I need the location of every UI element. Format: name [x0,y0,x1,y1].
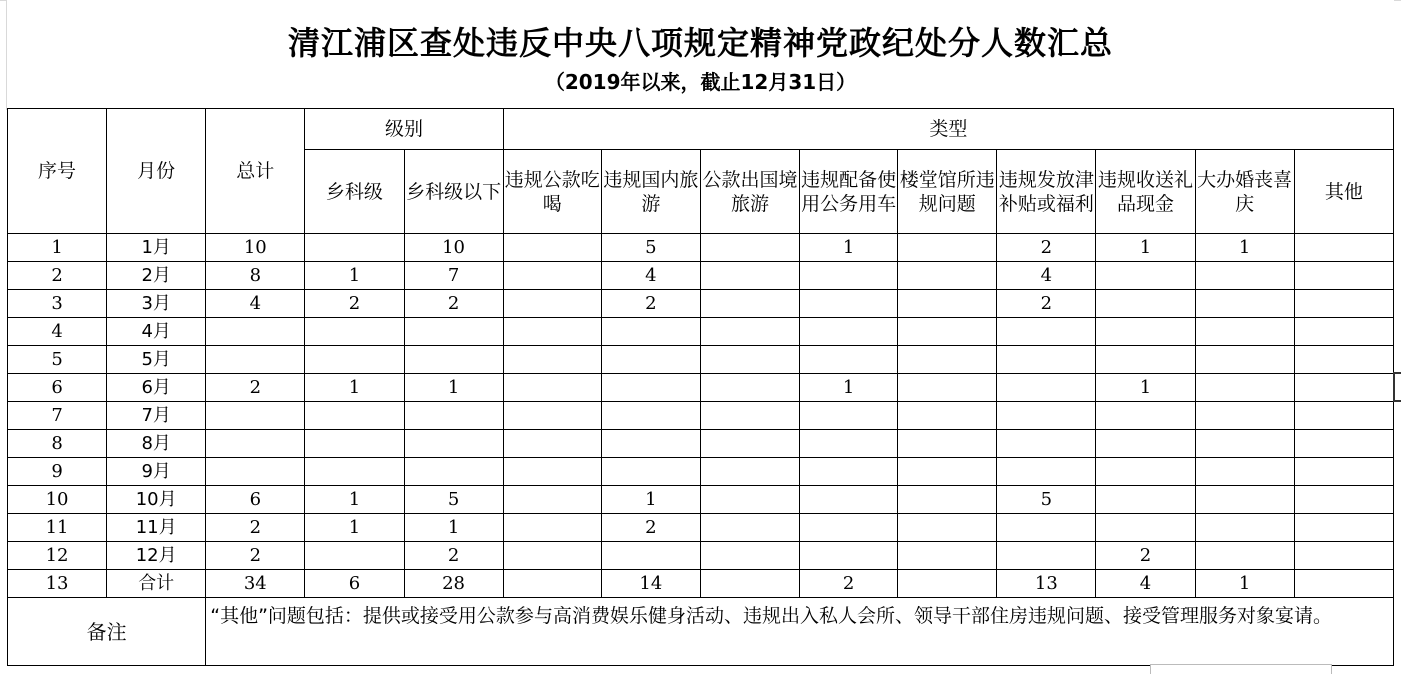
cell-seq[interactable]: 13 [8,570,107,598]
cell-value[interactable] [503,262,601,290]
cell-value[interactable] [503,458,601,486]
cell-month[interactable]: 1月 [107,234,206,262]
cell-value[interactable] [1294,458,1393,486]
cell-value[interactable] [305,458,404,486]
cell-value[interactable] [305,542,404,570]
cell-value[interactable]: 1 [305,486,404,514]
cell-seq[interactable]: 6 [8,374,107,402]
cell-value[interactable] [503,318,601,346]
header-col-public-dining[interactable]: 违规公款吃喝 [503,150,601,234]
cell-value[interactable]: 1 [1195,234,1294,262]
cell-total[interactable]: 2 [206,542,305,570]
cell-value[interactable] [898,234,997,262]
cell-value[interactable] [898,402,997,430]
cell-seq[interactable]: 2 [8,262,107,290]
header-col-official-vehicle[interactable]: 违规配备使用公务用车 [800,150,898,234]
cell-value[interactable] [700,374,799,402]
cell-total[interactable]: 2 [206,374,305,402]
table-row [8,346,1394,374]
cell-total[interactable]: 34 [206,570,305,598]
cell-total[interactable] [206,458,305,486]
cell-total[interactable] [206,318,305,346]
cell-value[interactable] [700,318,799,346]
cell-value[interactable] [700,262,799,290]
summary-table [7,108,1394,666]
cell-value[interactable] [503,374,601,402]
cell-value[interactable] [898,318,997,346]
header-col-other[interactable]: 其他 [1294,150,1393,234]
cell-value[interactable] [1096,486,1195,514]
cell-month[interactable]: 6月 [107,374,206,402]
cell-seq[interactable]: 1 [8,234,107,262]
cell-value[interactable] [800,346,898,374]
cell-value[interactable] [1294,542,1393,570]
cell-month[interactable]: 4月 [107,318,206,346]
cell-value[interactable] [700,430,799,458]
cell-value[interactable] [1294,570,1393,598]
cell-value[interactable] [800,430,898,458]
cell-value[interactable]: 2 [404,290,503,318]
cell-value[interactable] [601,318,700,346]
cell-value[interactable] [404,458,503,486]
cell-value[interactable]: 28 [404,570,503,598]
cell-value[interactable] [1294,346,1393,374]
cell-value[interactable] [1195,542,1294,570]
table-row [8,262,1394,290]
table-row [8,374,1394,402]
cell-value[interactable] [1294,318,1393,346]
cell-value[interactable] [997,514,1096,542]
header-col-buildings[interactable]: 楼堂馆所违规问题 [898,150,997,234]
cell-value[interactable]: 13 [997,570,1096,598]
cell-value[interactable] [898,430,997,458]
cell-value[interactable]: 1 [800,234,898,262]
cell-value[interactable] [1294,262,1393,290]
remark-label[interactable]: 备注 [8,598,206,666]
cell-value[interactable] [800,262,898,290]
cell-seq[interactable]: 3 [8,290,107,318]
table-row [8,234,1394,262]
cell-value[interactable] [503,402,601,430]
cell-value[interactable] [898,458,997,486]
cell-value[interactable]: 2 [800,570,898,598]
table-row [8,514,1394,542]
cell-value[interactable] [1294,374,1393,402]
cell-value[interactable] [700,234,799,262]
cell-value[interactable] [503,430,601,458]
cell-value[interactable] [503,514,601,542]
cell-value[interactable] [1195,346,1294,374]
cell-value[interactable]: 2 [601,514,700,542]
cell-value[interactable]: 1 [404,514,503,542]
cell-month[interactable]: 2月 [107,262,206,290]
cell-value[interactable]: 2 [404,542,503,570]
cell-value[interactable] [898,346,997,374]
cell-seq[interactable]: 9 [8,458,107,486]
cell-value[interactable]: 4 [601,262,700,290]
cell-value[interactable] [700,402,799,430]
cell-value[interactable] [898,570,997,598]
cell-value[interactable] [305,318,404,346]
cell-value[interactable] [800,486,898,514]
cell-value[interactable] [898,486,997,514]
cell-value[interactable] [404,402,503,430]
cell-value[interactable] [1195,458,1294,486]
cell-value[interactable] [800,458,898,486]
page-subtitle: （2019年以来，截止12月31日） [544,70,857,94]
cell-month[interactable]: 5月 [107,346,206,374]
cell-value[interactable] [1294,402,1393,430]
cell-value[interactable]: 5 [997,486,1096,514]
cell-value[interactable] [1096,514,1195,542]
cell-month[interactable]: 12月 [107,542,206,570]
cell-seq[interactable]: 5 [8,346,107,374]
cell-value[interactable] [700,458,799,486]
cell-value[interactable] [898,542,997,570]
cell-value[interactable] [1294,486,1393,514]
header-col-township-level[interactable]: 乡科级 [305,150,404,234]
cell-seq[interactable]: 7 [8,402,107,430]
cell-value[interactable]: 1 [404,374,503,402]
cell-value[interactable] [601,430,700,458]
cell-value[interactable] [404,318,503,346]
cell-value[interactable] [305,234,404,262]
cell-value[interactable] [305,430,404,458]
cell-total[interactable] [206,346,305,374]
cell-value[interactable] [898,374,997,402]
cell-value[interactable] [404,430,503,458]
cell-value[interactable] [503,290,601,318]
cell-value[interactable] [404,346,503,374]
cell-value[interactable]: 1 [800,374,898,402]
cell-value[interactable]: 2 [305,290,404,318]
header-month[interactable]: 月份 [107,109,206,234]
table-row [8,290,1394,318]
header-col-domestic-travel[interactable]: 违规国内旅游 [601,150,700,234]
cell-value[interactable] [1096,290,1195,318]
header-col-overseas-travel[interactable]: 公款出国境旅游 [700,150,799,234]
cell-value[interactable] [1294,514,1393,542]
cell-value[interactable]: 2 [997,290,1096,318]
cell-value[interactable]: 10 [404,234,503,262]
cell-value[interactable] [601,374,700,402]
cell-total[interactable] [206,402,305,430]
cell-value[interactable] [1195,402,1294,430]
cell-value[interactable]: 4 [997,262,1096,290]
cell-value[interactable]: 5 [601,234,700,262]
cell-value[interactable] [1195,514,1294,542]
header-col-gifts-cash[interactable]: 违规收送礼品现金 [1096,150,1195,234]
cell-value[interactable]: 1 [1096,234,1195,262]
cell-month[interactable]: 7月 [107,402,206,430]
cell-value[interactable]: 4 [1096,570,1195,598]
table-row [8,458,1394,486]
cell-seq[interactable]: 11 [8,514,107,542]
cell-month[interactable]: 9月 [107,458,206,486]
cell-total[interactable] [206,430,305,458]
cell-value[interactable] [601,402,700,430]
cell-value[interactable] [1195,290,1294,318]
cell-value[interactable] [800,514,898,542]
table-row [8,430,1394,458]
cell-value[interactable] [700,290,799,318]
cell-selection-indicator [1393,372,1401,402]
cell-value[interactable] [800,290,898,318]
header-level-group[interactable]: 级别 [305,109,503,150]
table-row [8,318,1394,346]
cell-total[interactable]: 6 [206,486,305,514]
cell-value[interactable]: 1 [1195,570,1294,598]
cell-value[interactable] [997,374,1096,402]
cell-value[interactable]: 1 [305,374,404,402]
cell-value[interactable] [898,262,997,290]
header-col-allowances[interactable]: 违规发放津补贴或福利 [997,150,1096,234]
cell-value[interactable]: 1 [1096,374,1195,402]
cell-total[interactable]: 2 [206,514,305,542]
cell-value[interactable] [1294,234,1393,262]
header-col-below-township[interactable]: 乡科级以下 [404,150,503,234]
cell-value[interactable]: 1 [305,262,404,290]
cell-value[interactable]: 5 [404,486,503,514]
header-type-group[interactable]: 类型 [503,109,1393,150]
cell-value[interactable] [898,514,997,542]
cell-value[interactable] [997,542,1096,570]
cell-value[interactable] [1096,402,1195,430]
cell-value[interactable]: 1 [601,486,700,514]
cell-value[interactable] [1294,430,1393,458]
cell-value[interactable] [503,346,601,374]
cell-value[interactable] [1195,262,1294,290]
cell-value[interactable] [898,290,997,318]
cell-value[interactable]: 2 [1096,542,1195,570]
cell-total[interactable]: 10 [206,234,305,262]
cell-seq[interactable]: 10 [8,486,107,514]
cell-value[interactable] [601,542,700,570]
page-title: 清江浦区查处违反中央八项规定精神党政纪处分人数汇总 [287,24,1113,62]
cell-month[interactable]: 10月 [107,486,206,514]
cell-value[interactable] [503,486,601,514]
table-row [8,402,1394,430]
header-seq[interactable]: 序号 [8,109,107,234]
cell-value[interactable] [700,486,799,514]
cell-value[interactable] [1195,318,1294,346]
cell-value[interactable] [1294,290,1393,318]
cell-value[interactable] [503,234,601,262]
table-row [8,542,1394,570]
cell-value[interactable] [601,458,700,486]
cell-value[interactable] [1096,346,1195,374]
cell-total[interactable]: 8 [206,262,305,290]
header-total[interactable]: 总计 [206,109,305,234]
cell-value[interactable] [1096,430,1195,458]
cell-value[interactable] [305,402,404,430]
cell-value[interactable] [997,318,1096,346]
cell-value[interactable]: 1 [305,514,404,542]
cell-value[interactable]: 2 [997,234,1096,262]
cell-value[interactable] [305,346,404,374]
cell-total[interactable]: 4 [206,290,305,318]
cell-value[interactable] [997,346,1096,374]
cell-value[interactable] [1096,458,1195,486]
cell-month[interactable]: 3月 [107,290,206,318]
cell-value[interactable] [800,318,898,346]
table-row [8,486,1394,514]
cell-value[interactable] [1096,318,1195,346]
cell-value[interactable] [1195,374,1294,402]
cell-value[interactable] [700,542,799,570]
cell-value[interactable] [800,402,898,430]
cell-value[interactable] [700,514,799,542]
cell-value[interactable] [1195,430,1294,458]
cell-seq[interactable]: 8 [8,430,107,458]
cell-value[interactable] [1096,262,1195,290]
remark-text[interactable]: “其他”问题包括：提供或接受用公款参与高消费娱乐健身活动、违规出入私人会所、领导干部住房违规问题、接受管理服务对象宴请。 [206,598,1394,666]
cell-value[interactable] [700,346,799,374]
cell-value[interactable] [997,402,1096,430]
cell-month[interactable]: 8月 [107,430,206,458]
cell-value[interactable] [601,346,700,374]
cell-value[interactable] [503,570,601,598]
cell-value[interactable]: 14 [601,570,700,598]
header-col-weddings-funerals[interactable]: 大办婚丧喜庆 [1195,150,1294,234]
cell-month[interactable]: 合计 [107,570,206,598]
cell-value[interactable] [700,570,799,598]
cell-value[interactable] [503,542,601,570]
cell-value[interactable]: 7 [404,262,503,290]
cell-value[interactable] [1195,486,1294,514]
cell-month[interactable]: 11月 [107,514,206,542]
cell-value[interactable]: 6 [305,570,404,598]
cell-seq[interactable]: 12 [8,542,107,570]
cell-seq[interactable]: 4 [8,318,107,346]
cell-value[interactable] [997,458,1096,486]
cell-value[interactable] [800,542,898,570]
table-row [8,570,1394,598]
cell-value[interactable] [997,430,1096,458]
cell-value[interactable]: 2 [601,290,700,318]
